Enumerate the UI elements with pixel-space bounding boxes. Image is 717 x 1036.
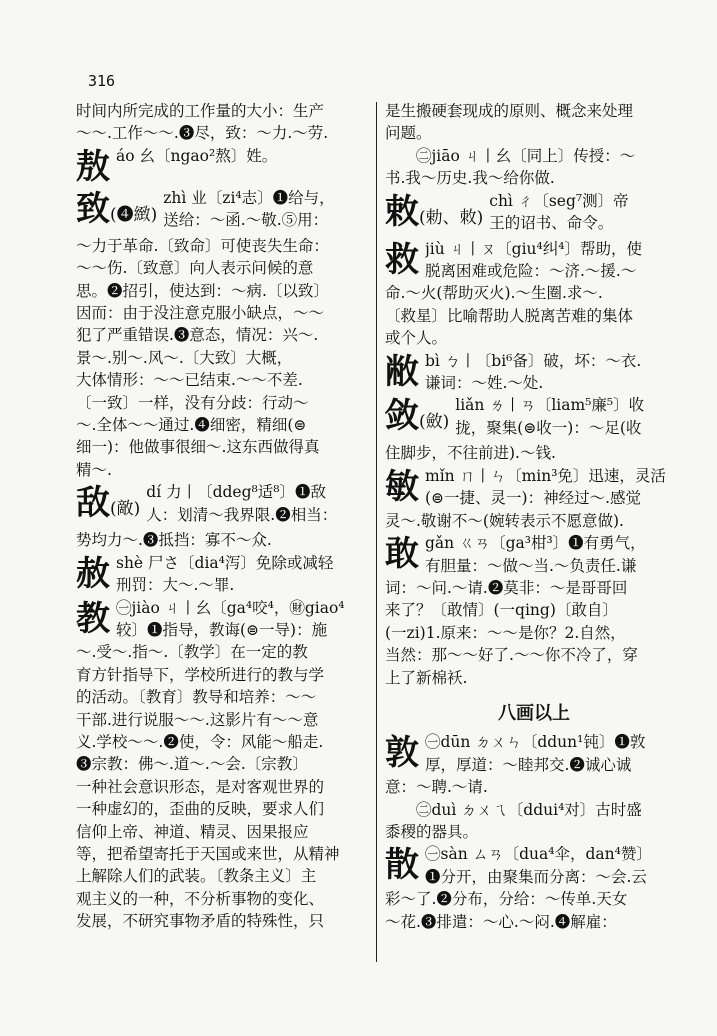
entry-line: 义.学校～～.❷使，令：风能～船走. <box>76 732 324 751</box>
entry-line: 景～.别～.风～.〔大致〕大概， <box>76 348 293 367</box>
entry-line: 因而：由于没注意克服小缺点，～～ <box>76 304 325 323</box>
entry-line: 人：划清～我界限.❷相当： <box>146 505 338 524</box>
entry-line: 犯了严重错误.❸意态，情况：兴～. <box>76 326 319 345</box>
entry-line: ～～伤.〔致意〕向人表示问候的意 <box>76 259 314 278</box>
dictionary-entry <box>385 465 683 532</box>
entry-headword: 敢 <box>385 534 419 575</box>
entry-line: 或个人。 <box>385 329 448 348</box>
dictionary-entry <box>76 481 369 551</box>
dictionary-entry <box>385 238 683 350</box>
entry-line: 刑罚：大～.～罪. <box>116 576 235 595</box>
entry-line: (一zi)1.原来：～～是你？2.自然， <box>385 623 626 642</box>
sub-reading-line: ㊁jiāo ㄐ丨幺〔同上〕传授：～ <box>416 146 636 165</box>
entry-line: 住脚步，不往前进).～钱. <box>385 444 556 463</box>
dictionary-entry <box>385 190 683 238</box>
entry-line: gǎn ㄍㄢ〔ga³柑³〕❶有勇气， <box>425 534 646 553</box>
entry-line: 脱离困难或危险：～济.～援.～ <box>425 262 637 281</box>
entry-line: 发展，不研究事物矛盾的特殊性，只 <box>76 912 325 931</box>
continuation-line: 是生搬硬套现成的原则、概念来处理 <box>385 102 634 120</box>
dictionary-entry <box>76 552 369 597</box>
entry-line: 等，把希望寄托于天国或来世，从精神 <box>76 844 340 863</box>
dictionary-entry <box>385 731 683 843</box>
sub-reading-line: ㊁duì ㄉㄨㄟ〔ddui⁴对〕古时盛 <box>416 800 642 819</box>
entry-line: 命.～火(帮助灭火).～生圈.求～. <box>385 284 603 303</box>
entry-headword: 敦 <box>385 733 419 774</box>
entry-line: áo 幺〔ngao²熬〕姓。 <box>116 146 278 165</box>
entry-headword: 救 <box>385 239 419 280</box>
column-divider <box>376 102 377 962</box>
entry-headword: 敌(敵) <box>76 483 141 524</box>
entry-line: 王的诏书、命令。 <box>489 214 614 233</box>
entry-line: 灵～.敬谢不～(婉转表示不愿意做). <box>385 511 624 530</box>
page-number: 316 <box>88 72 116 90</box>
entry-line: 观主义的一种，不分析事物的变化、 <box>76 889 325 908</box>
entry-line: ～力于革命.〔致命〕可使丧失生命： <box>76 236 329 255</box>
entry-line: 送给：～函.～敬.⑤用： <box>163 211 329 230</box>
section-heading: 八画以上 <box>498 702 570 724</box>
entry-line: 有胆量：～做～当.～负责任.谦 <box>425 556 637 575</box>
dictionary-entry <box>385 350 683 395</box>
entry-line: 〔救星〕比喻帮助人脱离苦难的集体 <box>385 306 634 325</box>
entry-line: 当然：那～～好了.～～你不冷了，穿 <box>385 646 638 665</box>
entry-line: ❸宗教：佛～.道～.～会.〔宗教〕 <box>76 755 308 774</box>
entry-line: ❶分开，由聚集而分离：～会.云 <box>425 867 647 886</box>
right-column <box>385 100 683 933</box>
entry-line: 来了？〔敢情〕(一qing)〔敢自〕 <box>385 601 618 620</box>
entry-line: 意：～聘.～请. <box>385 778 488 797</box>
dictionary-entry <box>76 597 369 933</box>
entry-headword: 赦 <box>76 553 110 594</box>
entry-line: 谦词：～姓.～处. <box>425 374 544 393</box>
entry-line: shè 尸さ〔dia⁴泻〕免除或减轻 <box>116 553 334 572</box>
entry-line: mǐn ㄇ丨ㄣ〔min³免〕迅速，灵活 <box>425 466 666 485</box>
dictionary-entry <box>76 187 369 481</box>
entry-line: 育方针指导下，学校所进行的教与学 <box>76 665 325 684</box>
entry-line: jiù ㄐ丨ㄡ〔giu⁴纠⁴〕帮助，使 <box>425 239 642 258</box>
entry-line: 干部.进行说服～～.这影片有～～意 <box>76 710 319 729</box>
entry-line: 精～. <box>76 460 112 479</box>
dictionary-entry <box>385 394 683 464</box>
dictionary-entry <box>76 145 369 187</box>
entry-line: 较〕❶指导，教诲(⊜一导)：施 <box>116 620 328 639</box>
entry-line: 黍稷的器具。 <box>385 822 479 841</box>
entry-headword: 散 <box>385 845 419 886</box>
entry-headword: 敖 <box>76 146 110 187</box>
continuation-line: 书.我～历史.我～给你做. <box>385 169 555 188</box>
entry-line: bì ㄅ丨〔bi⁶备〕破，坏：～衣. <box>425 351 642 370</box>
continuation-line: ～～.工作～～.❸尽，致：～力.～劳. <box>76 124 329 143</box>
entry-headword: 致(❹緻) <box>76 188 158 229</box>
entry-line: ～.全体～～通过.❹细密，精细(⊜ <box>76 416 307 435</box>
entry-line: 词：～问.～请.❷莫非：～是哥哥回 <box>385 578 628 597</box>
entry-line: ～.受～.指～.〔教学〕在一定的教 <box>76 643 308 662</box>
entry-headword: 敝 <box>385 351 419 392</box>
entry-line: chì ㄔ〔seg⁷测〕帝 <box>489 191 629 210</box>
entry-line: 一种虚幻的，歪曲的反映，要求人们 <box>76 800 325 819</box>
dictionary-entry <box>385 532 683 689</box>
entry-line: zhì 业〔zi⁴志〕❶给与， <box>163 188 335 207</box>
left-column <box>76 100 369 933</box>
entry-line: 细一)：他做事很细～.这东西做得真 <box>76 438 320 457</box>
entry-headword: 教 <box>76 598 110 639</box>
entry-line: 信仰上帝、神道、精灵、因果报应 <box>76 822 309 841</box>
entry-line: 〔一致〕一样，没有分歧：行动～ <box>76 393 309 412</box>
dictionary-entry <box>385 843 683 933</box>
entry-line: liǎn ㄌ丨ㄢ〔liam⁵廉⁵〕收 <box>455 396 645 415</box>
entry-line: 彩～了.❷分布，分给：～传单.天女 <box>385 890 628 909</box>
entry-line: 拢，聚集(⊜收一)：～足(收 <box>455 418 642 437</box>
continuation-line: 时间内所完成的工作量的大小：生产 <box>76 102 325 120</box>
entry-line: 上了新棉袄. <box>385 668 468 687</box>
entry-headword: 敏 <box>385 466 419 507</box>
entry-line: 上解除人们的武装。〔教条主义〕主 <box>76 867 317 886</box>
entry-line: 大体情形：～～已结束.～～不差. <box>76 371 303 390</box>
entry-line: 厚，厚道：～睦邦交.❷诚心诚 <box>425 755 632 774</box>
entry-line: 思。❷招引，使达到：～病.〔以致〕 <box>76 281 329 300</box>
entry-headword: 敛(斂) <box>385 396 450 437</box>
entry-line: 势均力～.❸抵挡：寡不～众. <box>76 531 272 550</box>
entry-line: 一种社会意识形态，是对客观世界的 <box>76 777 325 796</box>
entry-line: ㊀dūn ㄉㄨㄣ〔ddun¹钝〕❶敦 <box>425 733 646 752</box>
entry-line: ㊀jiào ㄐ丨幺〔ga⁴咬⁴，㊖giao⁴ <box>116 598 345 617</box>
entry-line: 的活动。〔教育〕教导和培养：～～ <box>76 688 317 707</box>
entry-line: ～花.❸排遣：～心.～闷.❹解雇： <box>385 912 617 931</box>
entry-headword: 敕(勅、敇) <box>385 191 484 232</box>
continuation-line: 问题。 <box>385 124 432 143</box>
entry-line: (⊜一捷、灵一)：神经过～.感觉 <box>425 489 642 508</box>
entry-line: dí 力丨〔ddeg⁸适⁸〕❶敌 <box>146 483 326 502</box>
entry-line: ㊀sàn ㄙㄢ〔dua⁴伞，dan⁴赞〕 <box>425 845 652 864</box>
